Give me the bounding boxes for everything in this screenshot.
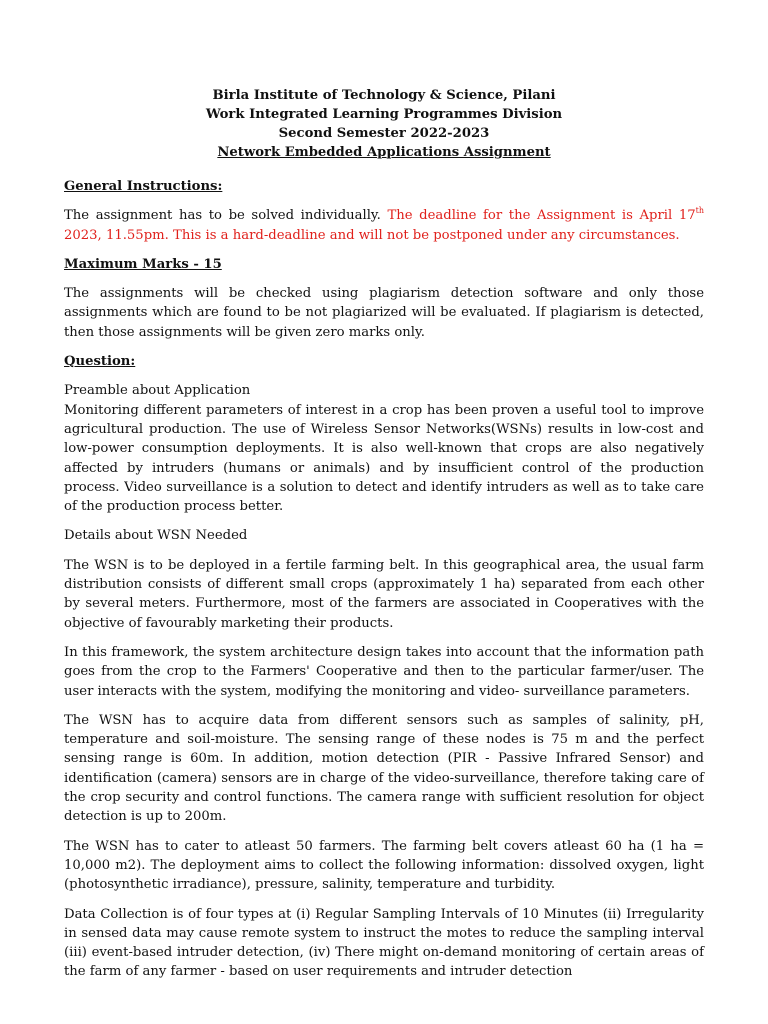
instructions-text: The assignment has to be solved individually. xyxy=(64,208,388,224)
preamble-title: Preamble about Application xyxy=(64,383,251,399)
plagiarism-paragraph: The assignments will be checked using plagiarism detection software and only those assignments which are found to be not plagiarized will be evaluated. If plagiarism is detected, then those assignments will be given zero marks only. xyxy=(64,286,704,340)
document-page xyxy=(64,86,704,982)
assignment-title: Network Embedded Applications Assignment xyxy=(217,145,551,160)
details-title: Details about WSN Needed xyxy=(64,528,248,544)
details-paragraph-4: The WSN has to cater to atleast 50 farmers. The farming belt covers atleast 60 ha (1 ha = 10,000 m2). The deployment aims to collect the following information: dissolved oxygen, light (photosynthetic irradiance), pressure, salinity, temperature and turbidity. xyxy=(64,838,704,893)
details-paragraph-3: The WSN has to acquire data from different sensors such as samples of salinity, pH, temperature and soil-moisture. The sensing range of these nodes is 75 m and the perfect sensing range is 60m. In addition, motion detection (PIR - Passive Infrared Sensor) and identification (camera) sensors are in charge of the video-surveillance, therefore taking care of the crop security and control functions. The camera range with sufficient resolution for object detection is up to 200m. xyxy=(64,712,704,825)
deadline-text-a: The deadline for the Assignment is April 17 xyxy=(387,208,696,224)
details-paragraph-1: The WSN is to be deployed in a fertile farming belt. In this geographical area, the usual farm distribution consists of different small crops (approximately 1 ha) separated from each other by several meters. Furthermore, most of the farmers are associated in Cooperatives with the objective of favourably marketing their products. xyxy=(64,557,704,631)
details-paragraph-5: Data Collection is of four types at (i) Regular Sampling Intervals of 10 Minutes (ii) Irregularity in sensed data may cause remote system to instruct the motes to reduce the sampling interval (iii) event-based intruder detection, (iv) There might on-demand monitoring of certain areas of the farm of any farmer - based on user requirements and intruder detection xyxy=(64,906,704,980)
deadline-text-b: 2023, 11.55pm. This is a hard-deadline and will not be postponed under any circumstances. xyxy=(64,227,680,243)
institute-name: Birla Institute of Technology & Science, Pilani xyxy=(212,88,556,103)
deadline-superscript: th xyxy=(695,206,704,216)
preamble-paragraph: Monitoring different parameters of interest in a crop has been proven a useful tool to improve agricultural production. The use of Wireless Sensor Networks(WSNs) results in low-cost and low-power consumption deployments. It is also well-known that crops are also negatively affected by intruders (humans or animals) and by insufficient control of the production process. Video surveillance is a solution to detect and identify intruders as well as to take care of the production process better. xyxy=(64,402,704,515)
question-heading: Question: xyxy=(64,354,136,370)
max-marks-heading: Maximum Marks - 15 xyxy=(64,256,222,272)
details-paragraph-2: In this framework, the system architecture design takes into account that the information path goes from the crop to the Farmers' Cooperative and then to the particular farmer/user. The user interacts with the system, modifying the monitoring and video- surveillance parameters. xyxy=(64,644,704,699)
semester-label: Second Semester 2022-2023 xyxy=(278,126,490,141)
general-instructions-heading: General Instructions: xyxy=(64,179,223,194)
general-instructions-text xyxy=(64,206,704,245)
division-name: Work Integrated Learning Programmes Division xyxy=(205,107,563,122)
